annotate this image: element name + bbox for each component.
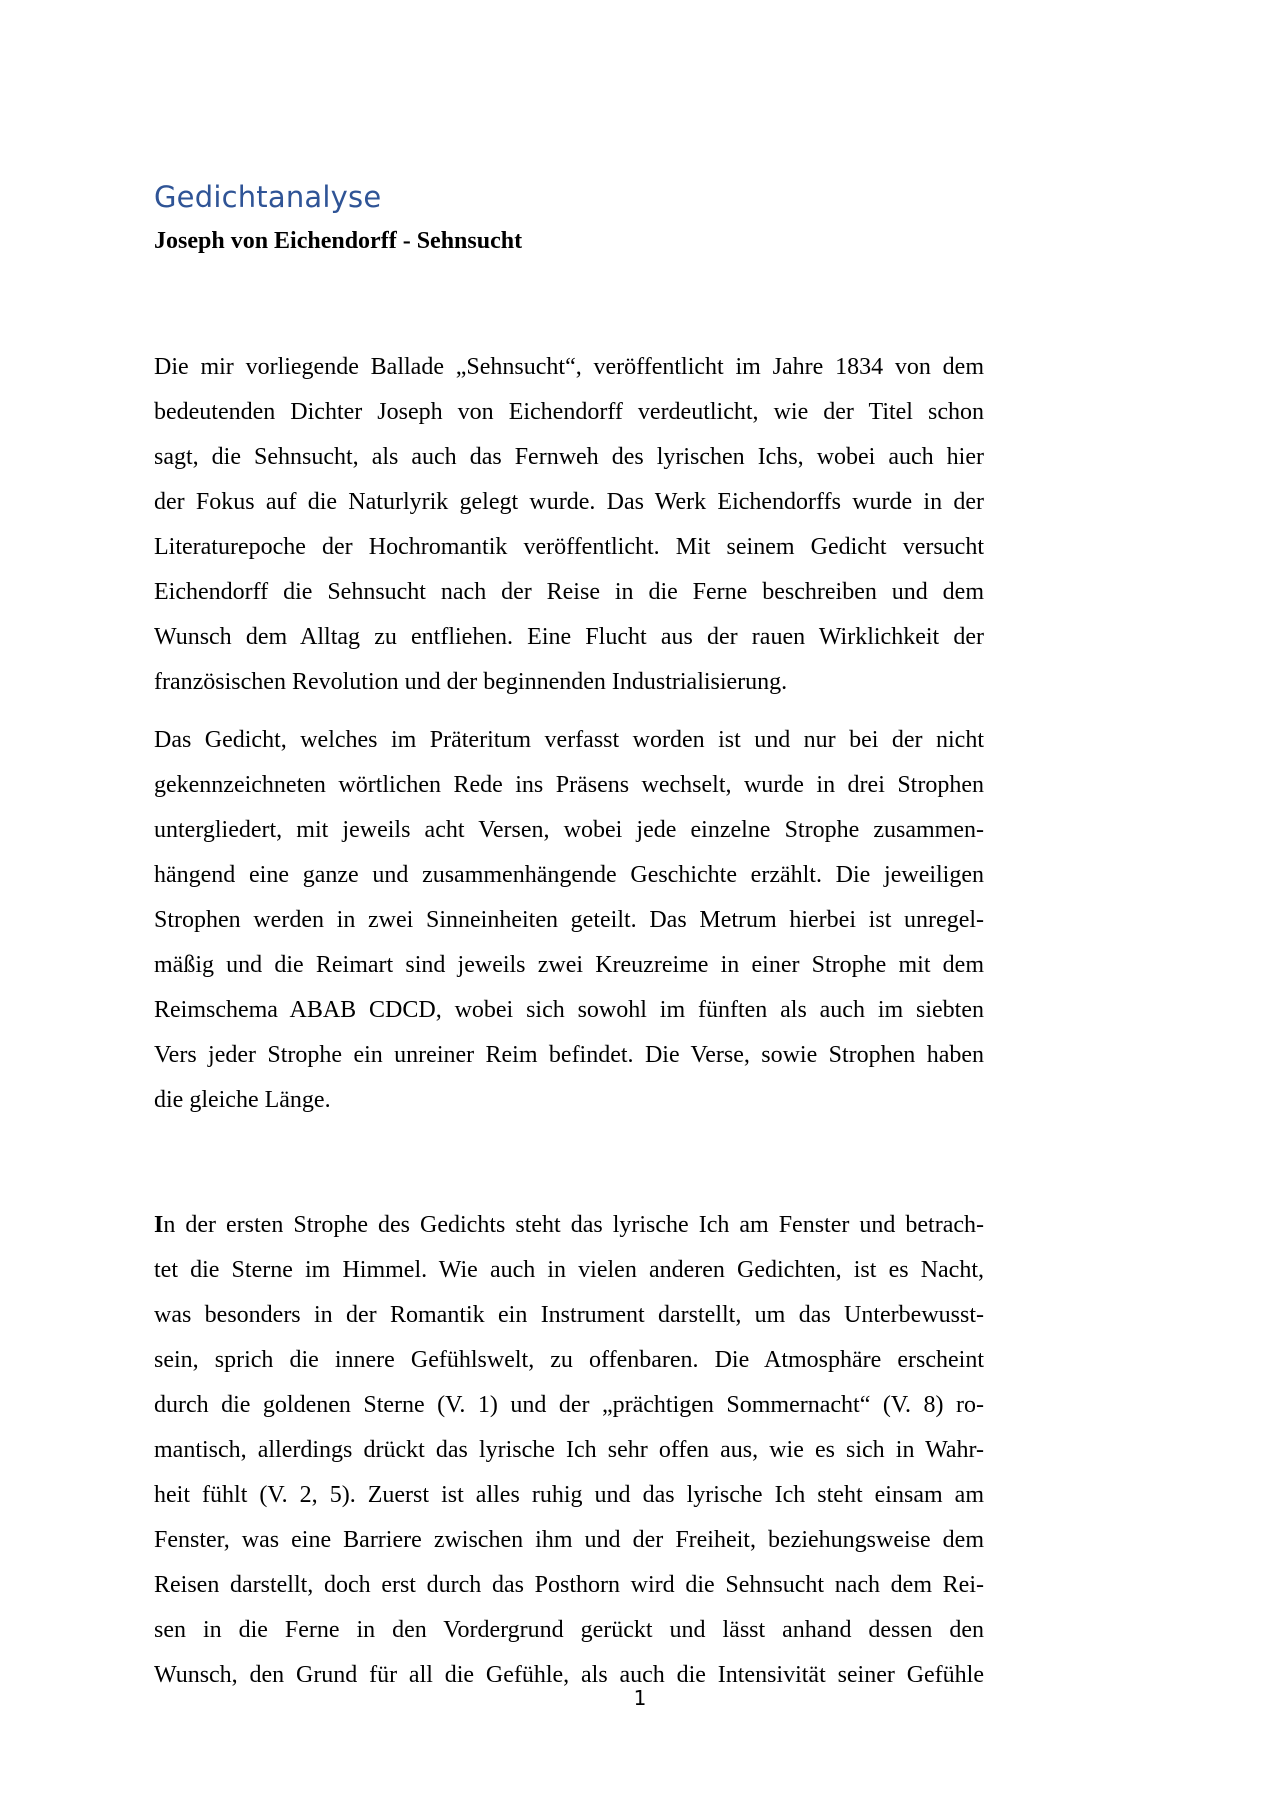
paragraph-line: sen in die Ferne in den Vordergrund gerückt und lässt anhand dessen den	[154, 1617, 984, 1643]
paragraph-line: mäßig und die Reimart sind jeweils zwei Kreuzreime in einer Strophe mit dem	[154, 952, 984, 978]
initial-letter: I	[154, 1212, 164, 1238]
paragraph-line: Wunsch dem Alltag zu entfliehen. Eine Flucht aus der rauen Wirklichkeit der	[154, 624, 984, 650]
paragraph-line: heit fühlt (V. 2, 5). Zuerst ist alles ruhig und das lyrische Ich steht einsam am	[154, 1482, 984, 1508]
paragraph-line: tet die Sterne im Himmel. Wie auch in vielen anderen Gedichten, ist es Nacht,	[154, 1257, 984, 1283]
paragraph-line: Fenster, was eine Barriere zwischen ihm und der Freiheit, beziehungsweise dem	[154, 1527, 984, 1553]
paragraph-line-rest: n der ersten Strophe des Gedichts steht das lyrische Ich am Fenster und betrach-	[163, 1212, 984, 1238]
paragraph-line: Literaturepoche der Hochromantik veröffentlicht. Mit seinem Gedicht versucht	[154, 534, 984, 560]
paragraph-line: Reisen darstellt, doch erst durch das Posthorn wird die Sehnsucht nach dem Rei-	[154, 1572, 984, 1598]
paragraph-form	[154, 718, 984, 1123]
paragraph-line: gekennzeichneten wörtlichen Rede ins Präsens wechselt, wurde in drei Strophen	[154, 772, 984, 798]
paragraph-line: französischen Revolution und der beginnenden Industrialisierung.	[154, 669, 788, 695]
paragraph-line	[154, 1203, 984, 1248]
paragraph-line: untergliedert, mit jeweils acht Versen, wobei jede einzelne Strophe zusammen-	[154, 817, 984, 843]
paragraph-line: was besonders in der Romantik ein Instrument darstellt, um das Unterbewusst-	[154, 1302, 984, 1328]
paragraph-line: mantisch, allerdings drückt das lyrische Ich sehr offen aus, wie es sich in Wahr-	[154, 1437, 984, 1463]
paragraph-line: Das Gedicht, welches im Präteritum verfasst worden ist und nur bei der nicht	[154, 727, 984, 753]
paragraph-line: sein, sprich die innere Gefühlswelt, zu offenbaren. Die Atmosphäre erscheint	[154, 1347, 984, 1373]
paragraph-line: Die mir vorliegende Ballade „Sehnsucht“, veröffentlicht im Jahre 1834 von dem	[154, 354, 984, 380]
paragraph-first-stanza	[154, 1203, 984, 1698]
paragraph-line: sagt, die Sehnsucht, als auch das Fernweh des lyrischen Ichs, wobei auch hier	[154, 444, 984, 470]
paragraph-line: Wunsch, den Grund für all die Gefühle, als auch die Intensivität seiner Gefühle	[154, 1662, 984, 1688]
paragraph-line: Vers jeder Strophe ein unreiner Reim befindet. Die Verse, sowie Strophen haben	[154, 1042, 984, 1068]
paragraph-line: durch die goldenen Sterne (V. 1) und der „prächtigen Sommernacht“ (V. 8) ro-	[154, 1392, 984, 1418]
paragraph-line: Eichendorff die Sehnsucht nach der Reise in die Ferne beschreiben und dem	[154, 579, 984, 605]
paragraph-line: der Fokus auf die Naturlyrik gelegt wurde. Das Werk Eichendorffs wurde in der	[154, 489, 984, 515]
document-heading: Gedichtanalyse	[154, 180, 382, 214]
paragraph-introduction	[154, 345, 984, 705]
page-number: 1	[633, 1686, 647, 1710]
paragraph-line: hängend eine ganze und zusammenhängende Geschichte erzählt. Die jeweiligen	[154, 862, 984, 888]
document-subtitle: Joseph von Eichendorff - Sehnsucht	[154, 228, 523, 254]
paragraph-line: Reimschema ABAB CDCD, wobei sich sowohl im fünften als auch im siebten	[154, 997, 984, 1023]
paragraph-line: bedeutenden Dichter Joseph von Eichendorff verdeutlicht, wie der Titel schon	[154, 399, 984, 425]
paragraph-line: Strophen werden in zwei Sinneinheiten geteilt. Das Metrum hierbei ist unregel-	[154, 907, 984, 933]
paragraph-line: die gleiche Länge.	[154, 1087, 331, 1113]
